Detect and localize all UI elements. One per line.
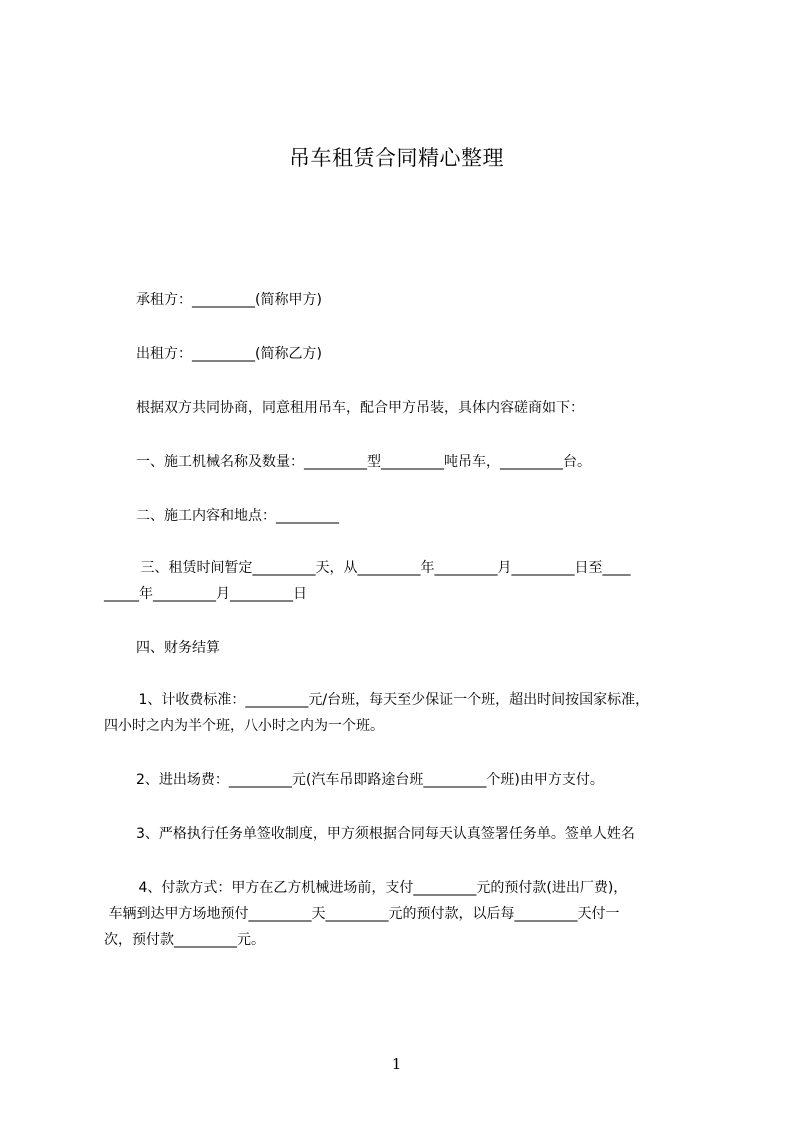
lessor-line: 出租方：_________(简称乙方) bbox=[136, 346, 322, 362]
clause-1: 一、施工机械名称及数量：_________型_________吨吊车，_________台。 bbox=[136, 454, 591, 470]
page-title: 吊车租赁合同精心整理 bbox=[289, 146, 504, 170]
intro-paragraph: 根据双方共同协商，同意租用吊车，配合甲方吊装，具体内容磋商如下： bbox=[136, 400, 584, 416]
item-1-line-2: 四小时之内为半个班，八小时之内为一个班。 bbox=[104, 718, 384, 734]
item-1-line-1: 1、计收费标准：_________元/台班，每天至少保证一个班，超出时间按国家标准， bbox=[134, 692, 650, 708]
clause-2: 二、施工内容和地点：_________ bbox=[136, 508, 339, 524]
item-4-line-2: 车辆到达甲方场地预付_________天_________元的预付款，以后每_________天付一 bbox=[104, 906, 620, 922]
item-4-line-1: 4、付款方式：甲方在乙方机械进场前，支付_________元的预付款(进出厂费)， bbox=[134, 880, 628, 896]
item-3: 3、严格执行任务单签收制度，甲方须根据合同每天认真签署任务单。签单人姓名 bbox=[136, 826, 635, 842]
item-2: 2、进出场费：_________元(汽车吊即路途台班_________个班)由甲方支付。 bbox=[136, 772, 604, 788]
page-number: 1 bbox=[391, 1055, 402, 1073]
clause-4-heading: 四、财务结算 bbox=[136, 640, 220, 656]
clause-3-line-2: _____年_________月_________日 bbox=[104, 586, 307, 602]
item-4-line-3: 次，预付款_________元。 bbox=[104, 932, 265, 948]
lessee-line: 承租方：_________(简称甲方) bbox=[136, 292, 322, 308]
clause-3-line-1: 三、租赁时间暂定_________天，从_________年_________月_________日至____ bbox=[136, 560, 631, 576]
